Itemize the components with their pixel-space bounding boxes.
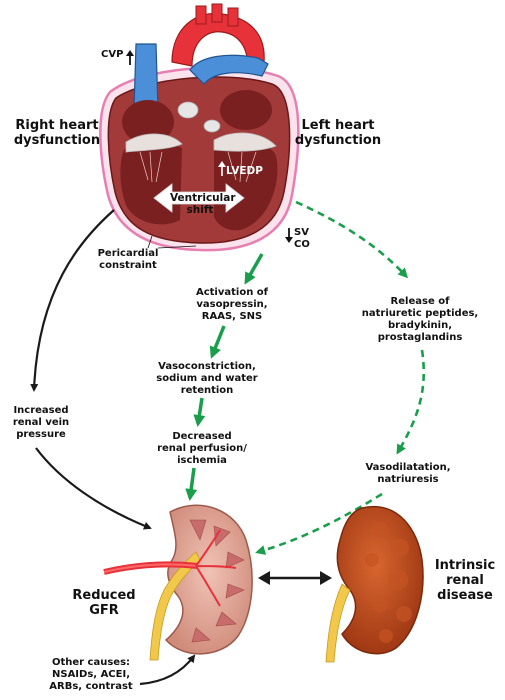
activation-label: Activation of vasopressin, RAAS, SNS [195,287,269,322]
diseased-kidney [326,507,423,662]
bidirectional-arrow [258,571,332,585]
green-arrow-activation-to-vasoconstriction [212,326,224,356]
sv-co-down-arrow-icon [285,228,293,243]
pericardial-constraint-label: Pericardial constraint [97,248,159,271]
intrinsic-renal-disease-label: Intrinsic renal disease [434,558,496,603]
cvp-up-arrow-icon [126,50,134,65]
arrow-other-causes-to-kidney [140,656,194,684]
other-causes-label: Other causes: NSAIDs, ACEI, ARBs, contrast [49,657,133,692]
green-arrow-vasoconstriction-to-perfusion [198,398,202,424]
right-heart-dysfunction-label: Right heart dysfunction [13,118,101,148]
green-dashed-arrow-release-to-vasodilatation [398,350,424,452]
green-arrow-heart-to-activation [246,254,262,282]
left-heart-dysfunction-label: Left heart dysfunction [294,118,382,148]
arrow-right-heart-to-renal-vein [34,210,114,390]
diseased-ureter [326,584,350,662]
decreased-perfusion-label: Decreased renal perfusion/ ischemia [157,431,247,466]
release-label: Release of natriuretic peptides, bradykinin, prostaglandins [361,296,479,343]
lvedp-label: LVEDP [226,165,263,177]
vasoconstriction-label: Vasoconstriction, sodium and water retention [156,361,258,396]
renal-vein-pressure-label: Increased renal vein pressure [12,405,70,440]
arrow-renal-vein-to-kidney [36,448,150,528]
sv-co-label: SV CO [294,227,310,250]
green-dashed-arrow-heart-to-release [296,202,406,276]
cvp-label: CVP [101,49,124,60]
green-arrow-perfusion-to-kidney [190,468,194,498]
normal-kidney [104,505,252,660]
vasodilatation-label: Vasodilatation, natriuresis [365,462,451,485]
reduced-gfr-label: Reduced GFR [72,588,136,618]
ventricular-shift-label: Ventricular shift [170,192,236,216]
